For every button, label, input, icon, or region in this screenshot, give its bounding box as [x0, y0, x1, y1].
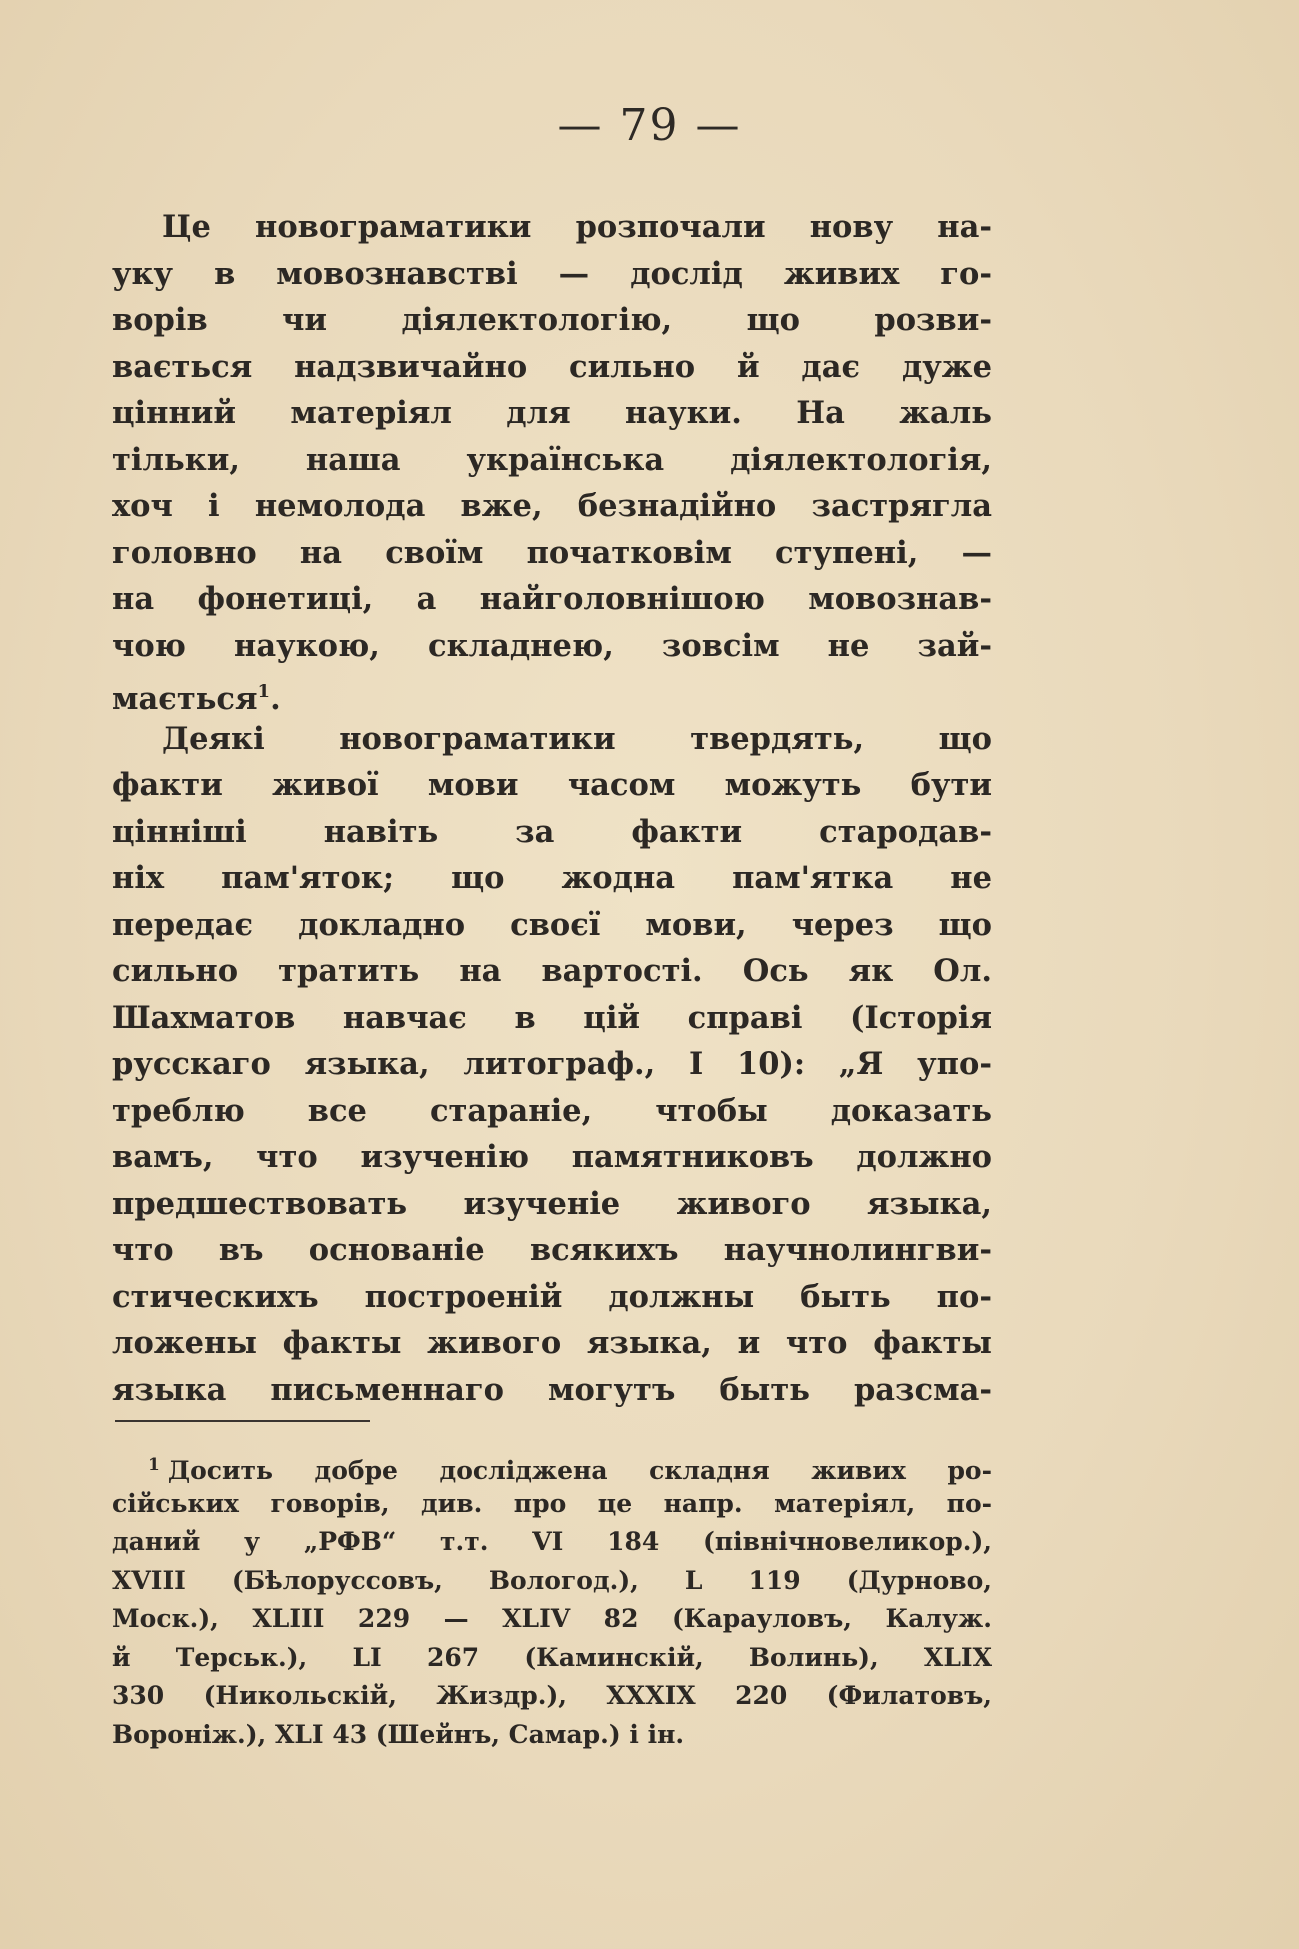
text-line: хоч і немолода вже, безнадійно застрягла: [112, 488, 992, 524]
text-line: сильно тратить на вартості. Ось як Ол.: [112, 953, 992, 989]
text-line: Деякі новограматики твердять, що: [162, 720, 992, 757]
footnote-line: Моск.), XLIII 229 — XLIV 82 (Карауловъ, Калуж.: [112, 1604, 992, 1633]
text-line: чою наукою, складнею, зовсім не зай-: [112, 627, 992, 664]
page-number: — 79 —: [557, 100, 742, 151]
text-line: передає докладно своєї мови, через що: [112, 906, 992, 943]
footnote: [112, 1446, 992, 1754]
footnote-text: Досить добре досліджена складня живих ро-: [167, 1456, 992, 1485]
text-line: головно на своїм початковім ступені, —: [112, 534, 992, 571]
text-line: предшествовать изученіе живого языка,: [112, 1185, 992, 1222]
footnote-line: сійських говорів, див. про це напр. матеріял, по-: [112, 1488, 992, 1518]
footnote-line: й Терськ.), LI 267 (Каминскій, Волинь), XLIX: [112, 1642, 992, 1672]
footnote-line: даний у „РФВ“ т.т. VI 184 (північновеликор.),: [112, 1527, 992, 1556]
text-line: ворів чи діялектологію, що розви-: [112, 302, 992, 338]
main-text: [112, 204, 992, 1413]
text-line: что въ основаніе всякихъ научнолингви-: [112, 1232, 992, 1268]
text-line: Шахматов навчає в цій справі (Історія: [112, 999, 992, 1036]
text-line: вається надзвичайно сильно й дає дуже: [112, 348, 992, 385]
text-line: уку в мовознавстві — дослід живих го-: [112, 255, 992, 292]
text-line: тільки, наша українська діялектологія,: [112, 441, 992, 478]
text-line: ложены факты живого языка, и что факты: [112, 1325, 992, 1361]
text-line: цінний матеріял для науки. На жаль: [112, 395, 992, 431]
text-line: русскаго языка, литограф., I 10): „Я упо-: [112, 1046, 992, 1082]
footnote-reference: 1: [257, 681, 271, 702]
text-line: факти живої мови часом можуть бути: [112, 767, 992, 803]
text-line: цінніші навіть за факти стародав-: [112, 813, 992, 850]
text-line: вамъ, что изученію памятниковъ должно: [112, 1139, 992, 1175]
footnote-line: Воронiж.), XLI 43 (Шейнъ, Самар.) і ін.: [112, 1719, 685, 1749]
text-line: треблю все стараніе, чтобы доказать: [112, 1092, 992, 1129]
footnote-mark: 1: [148, 1455, 160, 1475]
text-line: ніх пам'яток; що жодна пам'ятка не: [112, 860, 992, 896]
text-line: Це новограматики розпочали нову на-: [162, 209, 992, 245]
text-line-with-footnote: мається$^1$.: [112, 681, 281, 717]
text-line: на фонетиці, а найголовнішою мовознав-: [112, 581, 992, 617]
footnote-line: XVIII (Бѣлоруссовъ, Вологод.), L 119 (Дурново,: [112, 1565, 992, 1595]
text-line: стическихъ построеній должны быть по-: [112, 1278, 992, 1315]
footnote-separator: [115, 1420, 370, 1422]
footnote-line: [112, 1446, 992, 1485]
text-line: языка письменнаго могутъ быть разсма-: [112, 1371, 992, 1408]
text-line: мається: [112, 681, 258, 717]
footnote-line: 330 (Никольскій, Жиздр.), XXXIX 220 (Филатовъ,: [112, 1681, 992, 1710]
